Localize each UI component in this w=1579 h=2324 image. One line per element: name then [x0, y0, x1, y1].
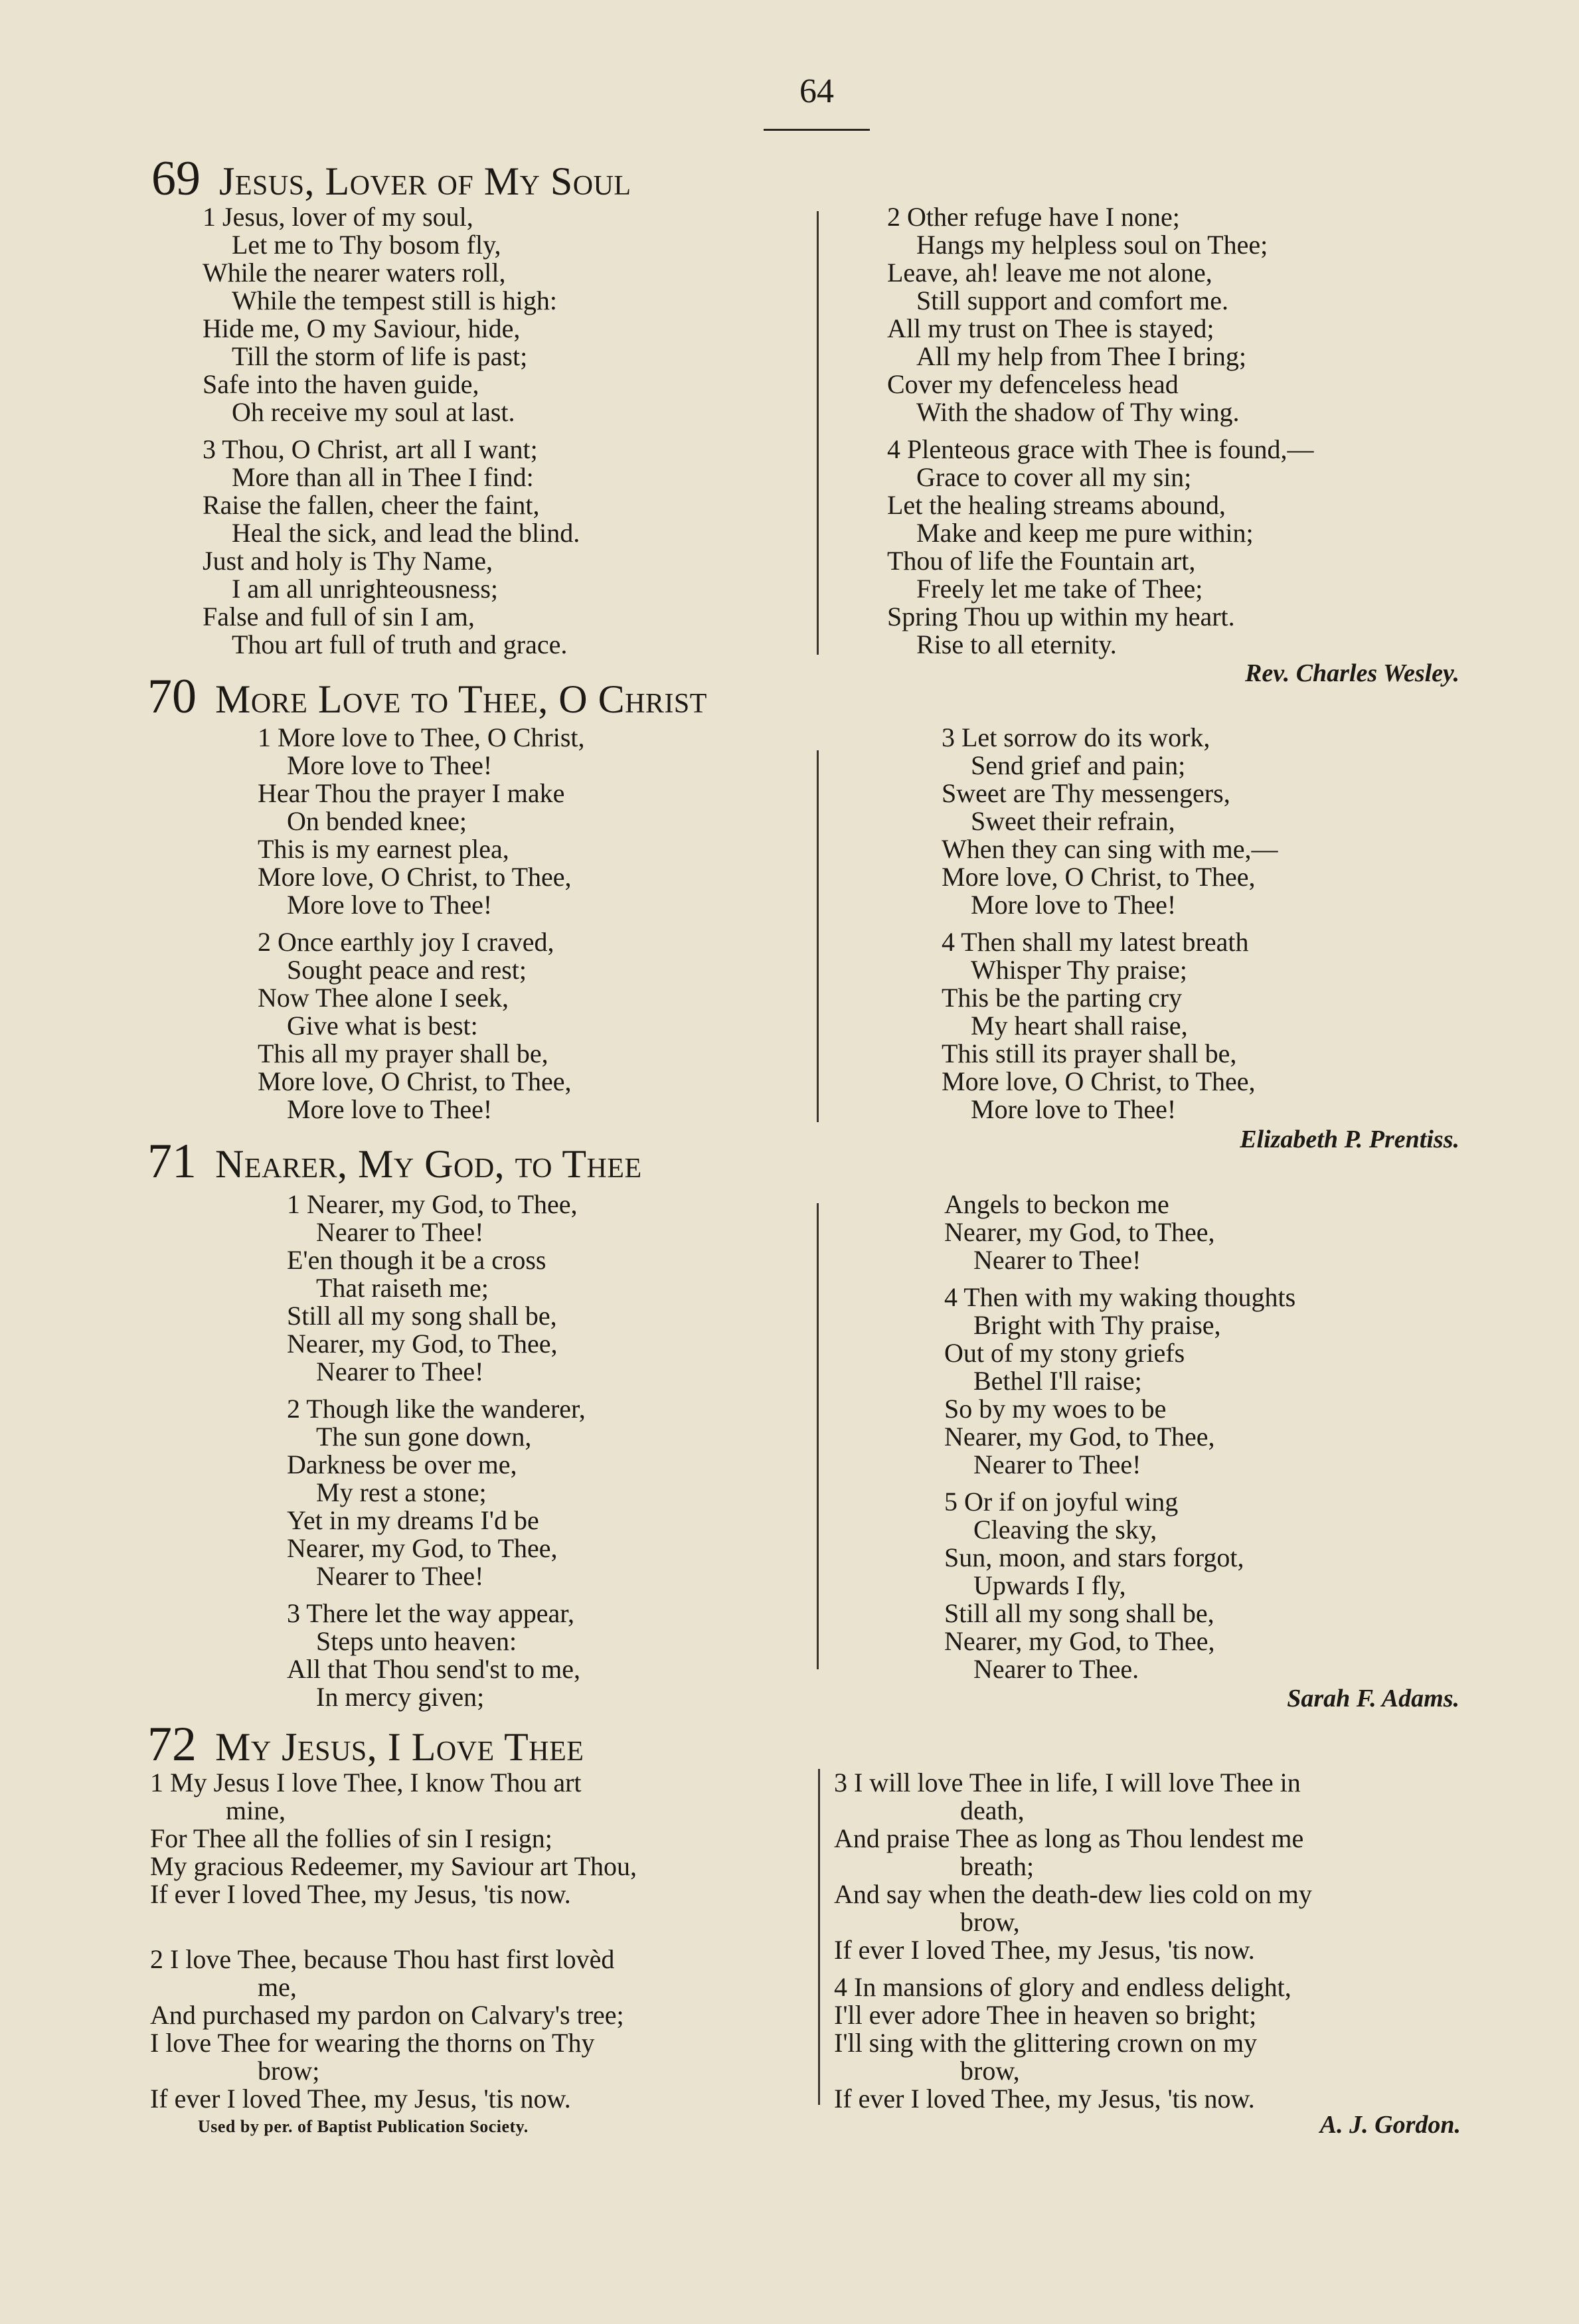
- verse-line: brow;: [258, 2056, 320, 2086]
- hymn-71-left-column: [287, 1191, 586, 1720]
- verse-line: Let me to Thy bosom fly,: [232, 230, 501, 260]
- verse-line: Nearer to Thee!: [316, 1561, 484, 1591]
- verse-line: More love to Thee!: [287, 890, 493, 920]
- verse-line: If ever I loved Thee, my Jesus, 'tis now.: [834, 1935, 1255, 1965]
- verse-line: Nearer to Thee!: [973, 1450, 1141, 1479]
- column-divider: [817, 750, 819, 1122]
- verse-line: My heart shall raise,: [971, 1011, 1188, 1040]
- verse-line: Thou art full of truth and grace.: [232, 629, 568, 659]
- verse-line: brow,: [960, 1907, 1020, 1937]
- stanza: [287, 1191, 586, 1386]
- verse-line: Raise the fallen, cheer the faint,: [203, 490, 540, 520]
- verse-line: Cleaving the sky,: [973, 1515, 1157, 1544]
- verse-line: And say when the death-dew lies cold on my: [834, 1879, 1312, 1909]
- verse-line: breath;: [960, 1851, 1035, 1881]
- verse-line: All that Thou send'st to me,: [287, 1654, 580, 1684]
- hymn-70-author: Elizabeth P. Prentiss.: [1240, 1125, 1459, 1153]
- verse-line: On bended knee;: [287, 806, 467, 836]
- verse-line: More love, O Christ, to Thee,: [942, 862, 1256, 892]
- hymn-number: 70: [147, 669, 197, 724]
- verse-line: E'en though it be a cross: [287, 1245, 546, 1275]
- verse-line: Nearer to Thee!: [316, 1357, 484, 1386]
- verse-line: Still support and comfort me.: [916, 286, 1228, 315]
- verse-line: If ever I loved Thee, my Jesus, 'tis now.: [150, 1879, 571, 1909]
- verse-line: 1 My Jesus I love Thee, I know Thou art: [150, 1768, 582, 1797]
- hymn-72-heading: [147, 1717, 584, 1772]
- verse-line: If ever I loved Thee, my Jesus, 'tis now.: [834, 2084, 1255, 2114]
- verse-line: Let the healing streams abound,: [887, 490, 1226, 520]
- verse-line: Sun, moon, and stars forgot,: [944, 1542, 1244, 1572]
- verse-line: Nearer, my God, to Thee,: [287, 1533, 558, 1563]
- verse-line: Upwards I fly,: [973, 1570, 1126, 1600]
- verse-line: Out of my stony griefs: [944, 1338, 1185, 1368]
- hymn-title: More Love to Thee, O Christ: [215, 677, 707, 721]
- verse-line: Nearer, my God, to Thee,: [287, 1329, 558, 1359]
- hymn-69-right-column: [887, 203, 1313, 668]
- verse-line: More love to Thee!: [287, 1094, 493, 1124]
- verse-line: Nearer to Thee!: [316, 1217, 484, 1247]
- verse-line: More love, O Christ, to Thee,: [942, 1066, 1256, 1096]
- stanza: [203, 203, 580, 426]
- verse-line: Sought peace and rest;: [287, 955, 527, 985]
- hymn-72-right-column: [834, 1769, 1312, 2122]
- verse-line: 2 Once earthly joy I craved,: [258, 927, 554, 957]
- verse-line: With the shadow of Thy wing.: [916, 397, 1240, 427]
- verse-line: Hangs my helpless soul on Thee;: [916, 230, 1268, 260]
- verse-line: 2 Though like the wanderer,: [287, 1394, 586, 1424]
- verse-line: 1 Jesus, lover of my soul,: [203, 202, 473, 232]
- verse-line: 2 I love Thee, because Thou hast first lovèd: [150, 1944, 615, 1974]
- verse-line: Spring Thou up within my heart.: [887, 602, 1235, 631]
- column-divider: [818, 1769, 820, 2105]
- verse-line: False and full of sin I am,: [203, 602, 475, 631]
- verse-line: More love, O Christ, to Thee,: [258, 1066, 572, 1096]
- verse-line: Cover my defenceless head: [887, 369, 1179, 399]
- verse-line: More love to Thee!: [971, 890, 1177, 920]
- verse-line: Thou of life the Fountain art,: [887, 546, 1196, 576]
- verse-line: me,: [258, 1972, 297, 2002]
- verse-line: Safe into the haven guide,: [203, 369, 479, 399]
- hymn-69-heading: [151, 151, 631, 206]
- page-number-rule: [764, 129, 870, 131]
- verse-line: I am all unrighteousness;: [232, 574, 499, 604]
- verse-line: In mercy given;: [316, 1682, 485, 1712]
- hymn-72-author: A. J. Gordon.: [1319, 2111, 1461, 2139]
- stanza: [258, 928, 585, 1123]
- verse-line: Just and holy is Thy Name,: [203, 546, 493, 576]
- column-divider: [817, 211, 819, 655]
- stanza: [203, 436, 580, 659]
- verse-line: 2 Other refuge have I none;: [887, 202, 1180, 232]
- hymn-number: 71: [147, 1134, 197, 1189]
- verse-line: More than all in Thee I find:: [232, 462, 534, 492]
- verse-line: I'll sing with the glittering crown on my: [834, 2028, 1258, 2058]
- verse-line: Still all my song shall be,: [287, 1301, 557, 1331]
- hymn-71-author: Sarah F. Adams.: [1287, 1685, 1459, 1712]
- verse-line: Sweet their refrain,: [971, 806, 1175, 836]
- verse-line: Bethel I'll raise;: [973, 1366, 1142, 1396]
- verse-line: 3 Thou, O Christ, art all I want;: [203, 434, 538, 464]
- verse-line: 5 Or if on joyful wing: [944, 1487, 1179, 1517]
- verse-line: And praise Thee as long as Thou lendest me: [834, 1823, 1304, 1853]
- verse-line: More love to Thee!: [971, 1094, 1177, 1124]
- verse-line: Hide me, O my Saviour, hide,: [203, 313, 521, 343]
- verse-line: Nearer, my God, to Thee,: [944, 1422, 1215, 1452]
- verse-line: All my trust on Thee is stayed;: [887, 313, 1214, 343]
- verse-line: This all my prayer shall be,: [258, 1038, 548, 1068]
- verse-line: Make and keep me pure within;: [916, 518, 1254, 548]
- verse-line: brow,: [960, 2056, 1020, 2086]
- verse-line: This is my earnest plea,: [258, 834, 509, 864]
- verse-line: Heal the sick, and lead the blind.: [232, 518, 580, 548]
- stanza: [887, 203, 1313, 426]
- verse-line: This be the parting cry: [942, 983, 1183, 1013]
- verse-line: Nearer, my God, to Thee,: [944, 1626, 1215, 1656]
- verse-line: Yet in my dreams I'd be: [287, 1505, 539, 1535]
- verse-line: I love Thee for wearing the thorns on Thy: [150, 2028, 595, 2058]
- stanza: [834, 1769, 1312, 1964]
- verse-line: Steps unto heaven:: [316, 1626, 517, 1656]
- verse-line: If ever I loved Thee, my Jesus, 'tis now.: [150, 2084, 571, 2114]
- verse-line: 3 Let sorrow do its work,: [942, 722, 1210, 752]
- verse-line: Nearer to Thee.: [973, 1654, 1139, 1684]
- verse-line: 4 Then with my waking thoughts: [944, 1282, 1296, 1312]
- hymn-71-heading: [147, 1134, 642, 1189]
- stanza: [150, 1769, 637, 1908]
- verse-line: The sun gone down,: [316, 1422, 532, 1452]
- hymn-70-right-column: [942, 724, 1278, 1133]
- hymn-72-left-column: [150, 1769, 637, 2122]
- hymn-69-author: Rev. Charles Wesley.: [1245, 659, 1459, 687]
- stanza: [150, 1946, 637, 2113]
- stanza: [944, 1488, 1295, 1683]
- verse-line: 1 Nearer, my God, to Thee,: [287, 1189, 578, 1219]
- verse-line: Angels to beckon me: [944, 1189, 1169, 1219]
- verse-line: While the tempest still is high:: [232, 286, 557, 315]
- verse-line: For Thee all the follies of sin I resign;: [150, 1823, 552, 1853]
- verse-line: Now Thee alone I seek,: [258, 983, 509, 1013]
- verse-line: So by my woes to be: [944, 1394, 1167, 1424]
- verse-line: 3 There let the way appear,: [287, 1598, 575, 1628]
- hymn-title: My Jesus, I Love Thee: [215, 1725, 584, 1769]
- verse-line: mine,: [226, 1795, 286, 1825]
- verse-line: Rise to all eternity.: [916, 629, 1117, 659]
- verse-line: Whisper Thy praise;: [971, 955, 1187, 985]
- verse-line: My gracious Redeemer, my Saviour art Thou,: [150, 1851, 637, 1881]
- verse-line: While the nearer waters roll,: [203, 258, 506, 288]
- verse-line: 3 I will love Thee in life, I will love Thee in: [834, 1768, 1301, 1797]
- column-divider: [817, 1203, 819, 1669]
- verse-line: Darkness be over me,: [287, 1450, 517, 1479]
- verse-line: Grace to cover all my sin;: [916, 462, 1192, 492]
- verse-line: And purchased my pardon on Calvary's tree;: [150, 2000, 624, 2030]
- verse-line: 4 Then shall my latest breath: [942, 927, 1249, 957]
- stanza: [287, 1600, 586, 1711]
- verse-line: 4 In mansions of glory and endless delight,: [834, 1972, 1291, 2002]
- permission-credit: Used by per. of Baptist Publication Society.: [198, 2117, 529, 2136]
- verse-line: That raiseth me;: [316, 1273, 489, 1303]
- verse-line: Freely let me take of Thee;: [916, 574, 1203, 604]
- verse-line: More love to Thee!: [287, 750, 493, 780]
- stanza: [887, 436, 1313, 659]
- hymn-number: 69: [151, 151, 201, 206]
- verse-line: Send grief and pain;: [971, 750, 1186, 780]
- stanza: [942, 928, 1278, 1123]
- verse-line: Still all my song shall be,: [944, 1598, 1214, 1628]
- hymn-number: 72: [147, 1717, 197, 1772]
- verse-line: Leave, ah! leave me not alone,: [887, 258, 1212, 288]
- verse-line: All my help from Thee I bring;: [916, 341, 1246, 371]
- verse-line: Till the storm of life is past;: [232, 341, 528, 371]
- verse-line: Sweet are Thy messengers,: [942, 778, 1230, 808]
- verse-line: My rest a stone;: [316, 1477, 487, 1507]
- verse-line: Nearer to Thee!: [973, 1245, 1141, 1275]
- stanza: [944, 1191, 1295, 1274]
- verse-line: Oh receive my soul at last.: [232, 397, 515, 427]
- verse-line: More love, O Christ, to Thee,: [258, 862, 572, 892]
- hymn-title: Nearer, My God, to Thee: [215, 1142, 642, 1186]
- verse-line: I'll ever adore Thee in heaven so bright;: [834, 2000, 1257, 2030]
- verse-line: This still its prayer shall be,: [942, 1038, 1237, 1068]
- stanza: [287, 1395, 586, 1590]
- verse-line: death,: [960, 1795, 1025, 1825]
- hymn-title: Jesus, Lover of My Soul: [219, 159, 631, 203]
- verse-line: When they can sing with me,—: [942, 834, 1278, 864]
- verse-line: Hear Thou the prayer I make: [258, 778, 565, 808]
- verse-line: Give what is best:: [287, 1011, 478, 1040]
- stanza: [834, 1973, 1312, 2113]
- page-number: 64: [799, 72, 834, 110]
- hymn-70-heading: [147, 669, 707, 724]
- verse-line: 1 More love to Thee, O Christ,: [258, 722, 585, 752]
- verse-line: Nearer, my God, to Thee,: [944, 1217, 1215, 1247]
- stanza: [942, 724, 1278, 919]
- hymn-71-right-column: [944, 1191, 1295, 1693]
- verse-line: Bright with Thy praise,: [973, 1310, 1221, 1340]
- hymn-70-left-column: [258, 724, 585, 1133]
- stanza: [258, 724, 585, 919]
- verse-line: 4 Plenteous grace with Thee is found,—: [887, 434, 1314, 464]
- stanza: [944, 1284, 1295, 1479]
- hymn-69-left-column: [203, 203, 580, 668]
